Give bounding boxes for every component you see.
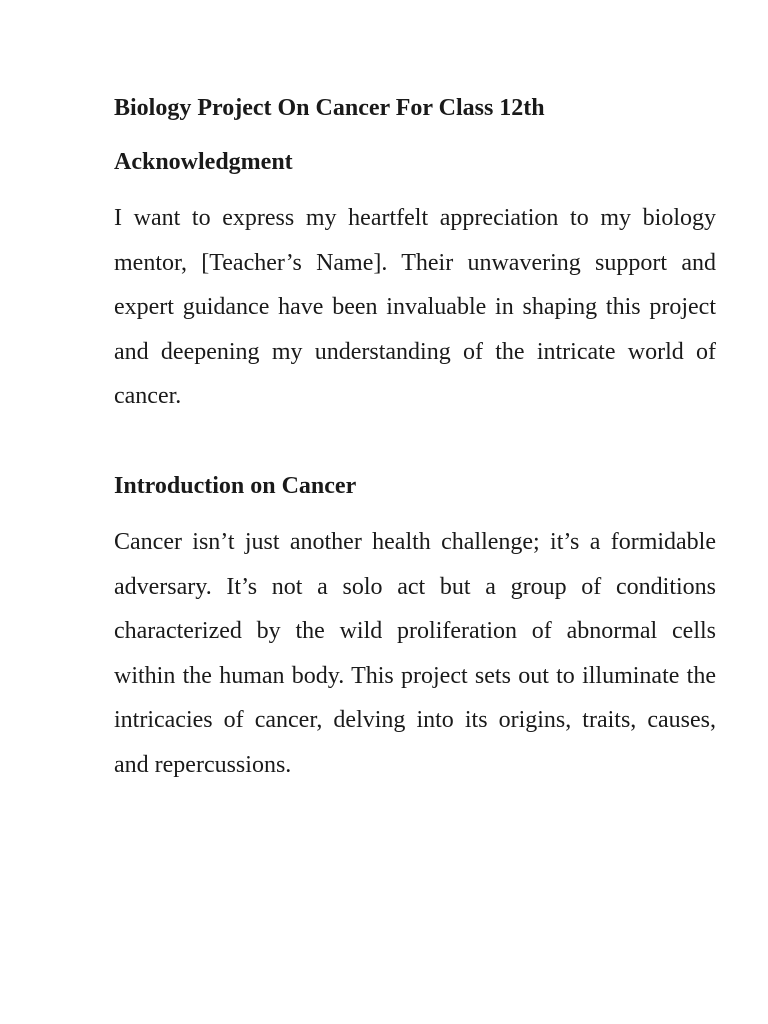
section-heading-acknowledgment: Acknowledgment xyxy=(114,149,293,175)
acknowledgment-paragraph: I want to express my heartfelt appreciation to my biology mentor, [Teacher’s Name]. Their unwavering support and expert guidance have been invaluable in shaping this project and deepening my understanding of the intricate world of cancer. xyxy=(114,205,716,409)
document-title: Biology Project On Cancer For Class 12th xyxy=(114,95,545,121)
section-heading-introduction: Introduction on Cancer xyxy=(114,473,357,499)
introduction-paragraph: Cancer isn’t just another health challenge; it’s a formidable adversary. It’s not a solo act but a group of conditions characterized by the wild proliferation of abnormal cells within the human body. This project sets out to illuminate the intricacies of cancer, delving into its origins, traits, causes, and repercussions. xyxy=(114,529,716,778)
